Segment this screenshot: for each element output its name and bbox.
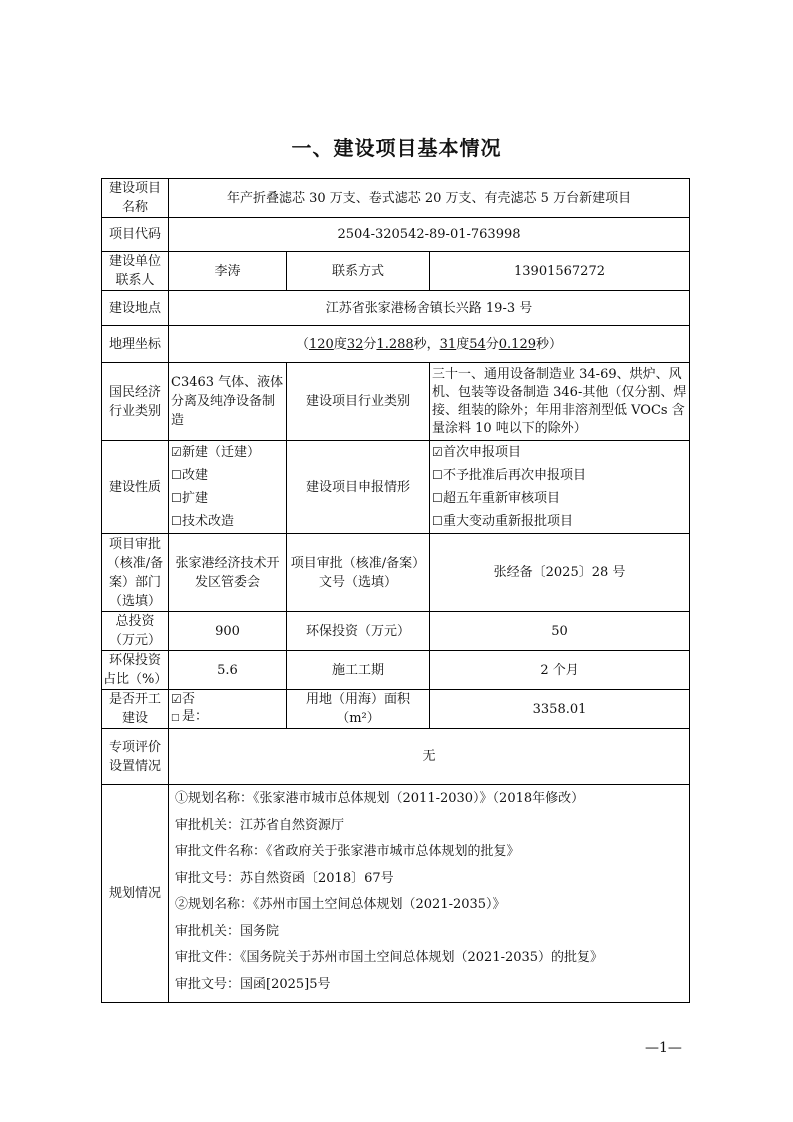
nature-option-label: 技术改造 bbox=[182, 514, 235, 529]
unit-miao-2: 秒） bbox=[536, 336, 563, 352]
planning-lines bbox=[169, 785, 690, 1003]
checkbox-empty-icon: ☐ bbox=[432, 491, 443, 505]
row-project-name bbox=[102, 179, 690, 218]
lat-minutes: 54 bbox=[469, 336, 486, 352]
checkbox-empty-icon: ☐ bbox=[432, 468, 443, 482]
started-option-yes[interactable] bbox=[171, 708, 284, 727]
checkbox-empty-icon: ☐ bbox=[171, 514, 182, 528]
started-no-label: 否 bbox=[182, 692, 196, 707]
lon-degrees: 120 bbox=[309, 336, 334, 352]
value-approval-dept: 张家港经济技术开发区管委会 bbox=[169, 534, 287, 612]
lon-minutes: 32 bbox=[346, 336, 364, 352]
label-report-type: 建设项目申报情形 bbox=[287, 441, 430, 534]
row-ratio bbox=[102, 651, 690, 690]
label-nature: 建设性质 bbox=[102, 441, 169, 534]
unit-du-1: 度 bbox=[333, 336, 347, 352]
label-contact: 建设单位联系人 bbox=[102, 252, 169, 291]
unit-fen-2: 分 bbox=[485, 336, 499, 352]
value-env-ratio: 5.6 bbox=[169, 651, 287, 690]
planning-line: 审批机关：国务院 bbox=[175, 923, 280, 939]
nature-option-label: 新建（迁建） bbox=[182, 445, 261, 460]
checkbox-empty-icon: ☐ bbox=[171, 491, 182, 505]
planning-line: 审批文件名称：《省政府关于张家港市城市总体规划的批复》 bbox=[175, 844, 520, 859]
label-industry: 国民经济行业类别 bbox=[102, 363, 169, 441]
coords-open: （ bbox=[296, 336, 310, 352]
value-total-investment: 900 bbox=[169, 612, 287, 651]
label-approval-doc: 项目审批（核准/备案）文号（选填） bbox=[287, 534, 430, 612]
page-title: 一、建设项目基本情况 bbox=[291, 136, 502, 160]
value-special-evaluation: 无 bbox=[169, 729, 690, 785]
unit-miao-1: 秒， bbox=[413, 336, 440, 352]
label-coords: 地理坐标 bbox=[102, 326, 169, 363]
report-option-resubmit[interactable] bbox=[432, 464, 687, 487]
label-env-ratio: 环保投资占比（%） bbox=[102, 651, 169, 690]
nature-option-label: 扩建 bbox=[182, 491, 209, 506]
nature-option-rebuild[interactable] bbox=[171, 464, 284, 487]
lat-seconds: 0.129 bbox=[498, 336, 536, 352]
label-land-area: 用地（用海）面积（m²） bbox=[287, 690, 430, 729]
value-project-industry: 三十一、通用设备制造业 34-69、烘炉、风机、包装等设备制造 346-其他（仅分割、焊接、组装的除外；年用非溶剂型低 VOCs 含量涂料 10 吨以下的除外） bbox=[430, 363, 690, 441]
page-number: —1— bbox=[645, 1040, 682, 1056]
value-land-area: 3358.01 bbox=[430, 690, 690, 729]
label-total-investment: 总投资（万元） bbox=[102, 612, 169, 651]
row-approval bbox=[102, 534, 690, 612]
label-special-evaluation: 专项评价设置情况 bbox=[102, 729, 169, 785]
checkbox-checked-icon: ☑ bbox=[171, 692, 182, 706]
planning-line: 审批文件：《国务院关于苏州市国土空间总体规划（2021-2035）的批复》 bbox=[175, 950, 604, 965]
checkbox-empty-icon: □ bbox=[171, 713, 180, 723]
label-project-name: 建设项目名称 bbox=[102, 179, 169, 218]
nature-option-new[interactable] bbox=[171, 441, 284, 464]
nature-option-label: 改建 bbox=[182, 468, 209, 483]
row-project-code bbox=[102, 218, 690, 252]
checkbox-empty-icon: ☐ bbox=[432, 514, 443, 528]
row-investment bbox=[102, 612, 690, 651]
label-approval: 项目审批（核准/备案）部门（选填） bbox=[102, 534, 169, 612]
label-planning: 规划情况 bbox=[102, 785, 169, 1003]
checkbox-checked-icon: ☑ bbox=[432, 445, 443, 459]
planning-line: ②规划名称：《苏州市国土空间总体规划（2021-2035）》 bbox=[175, 897, 506, 912]
planning-line: 审批机关：江苏省自然资源厅 bbox=[175, 817, 345, 833]
unit-fen-1: 分 bbox=[363, 336, 377, 352]
value-contact-name: 李涛 bbox=[169, 252, 287, 291]
value-project-name: 年产折叠滤芯 30 万支、卷式滤芯 20 万支、有壳滤芯 5 万台新建项目 bbox=[169, 179, 690, 218]
report-option-label: 超五年重新审核项目 bbox=[443, 491, 561, 506]
value-location: 江苏省张家港杨舍镇长兴路 19-3 号 bbox=[169, 291, 690, 326]
row-special-evaluation bbox=[102, 729, 690, 785]
row-coords bbox=[102, 326, 690, 363]
label-started: 是否开工建设 bbox=[102, 690, 169, 729]
report-option-label: 重大变动重新报批项目 bbox=[443, 514, 574, 529]
lon-seconds: 1.288 bbox=[376, 336, 414, 352]
value-approval-doc: 张经备〔2025〕28 号 bbox=[430, 534, 690, 612]
nature-options bbox=[169, 441, 287, 534]
label-project-code: 项目代码 bbox=[102, 218, 169, 252]
label-location: 建设地点 bbox=[102, 291, 169, 326]
started-yes-label: 是： bbox=[182, 709, 209, 724]
lat-degrees: 31 bbox=[439, 336, 457, 352]
row-planning bbox=[102, 785, 690, 1003]
nature-option-tech[interactable] bbox=[171, 510, 284, 533]
nature-option-expand[interactable] bbox=[171, 487, 284, 510]
started-option-no[interactable] bbox=[171, 691, 284, 708]
label-env-investment: 环保投资（万元） bbox=[287, 612, 430, 651]
report-option-label: 首次申报项目 bbox=[443, 445, 522, 460]
value-env-investment: 50 bbox=[430, 612, 690, 651]
started-options bbox=[169, 690, 287, 729]
row-nature bbox=[102, 441, 690, 534]
project-info-table bbox=[101, 178, 690, 1003]
row-location bbox=[102, 291, 690, 326]
row-started bbox=[102, 690, 690, 729]
checkbox-empty-icon: ☐ bbox=[171, 468, 182, 482]
unit-du-2: 度 bbox=[456, 336, 470, 352]
planning-line: 审批文号：苏自然资函〔2018〕67号 bbox=[175, 870, 394, 886]
report-option-label: 不予批准后再次申报项目 bbox=[443, 468, 587, 483]
planning-line: ①规划名称：《张家港市城市总体规划（2011-2030）》（2018年修改） bbox=[175, 791, 585, 806]
report-option-first[interactable] bbox=[432, 441, 687, 464]
report-option-major-change[interactable] bbox=[432, 510, 687, 533]
label-construction-period: 施工工期 bbox=[287, 651, 430, 690]
row-industry bbox=[102, 363, 690, 441]
value-construction-period: 2 个月 bbox=[430, 651, 690, 690]
report-option-five-year[interactable] bbox=[432, 487, 687, 510]
checkbox-checked-icon: ☑ bbox=[171, 445, 182, 459]
value-coords bbox=[169, 326, 690, 363]
value-industry: C3463 气体、液体分离及纯净设备制造 bbox=[169, 363, 287, 441]
label-contact-method: 联系方式 bbox=[287, 252, 430, 291]
label-project-industry: 建设项目行业类别 bbox=[287, 363, 430, 441]
planning-line: 审批文号：国函[2025]5号 bbox=[175, 976, 331, 992]
value-project-code: 2504-320542-89-01-763998 bbox=[169, 218, 690, 252]
row-contact bbox=[102, 252, 690, 291]
report-options bbox=[430, 441, 690, 534]
value-contact-phone: 13901567272 bbox=[430, 252, 690, 291]
